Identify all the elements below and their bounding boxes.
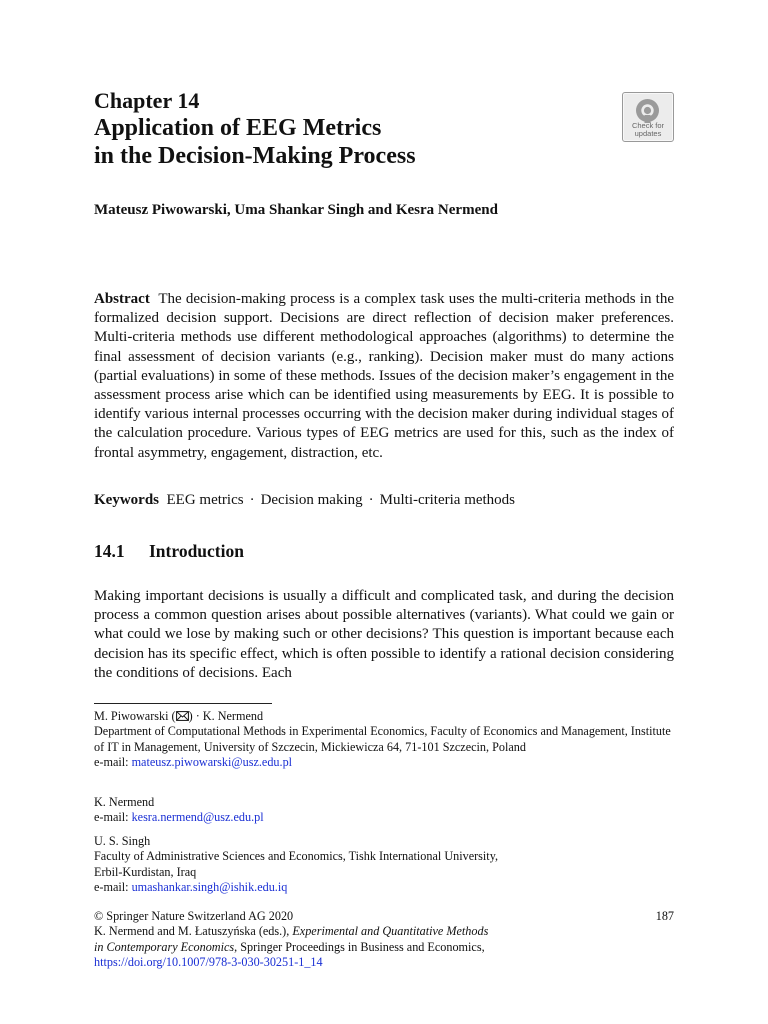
footnote-nermend bbox=[94, 795, 674, 826]
badge-text bbox=[623, 122, 673, 138]
email-label: e-mail: bbox=[94, 880, 132, 895]
abstract-label: Abstract bbox=[94, 291, 150, 307]
doi-line bbox=[94, 955, 674, 970]
footnote-divider bbox=[94, 703, 272, 704]
email-link[interactable]: umashankar.singh@ishik.edu.iq bbox=[131, 880, 288, 895]
email-link[interactable]: mateusz.piwowarski@usz.edu.pl bbox=[131, 755, 293, 770]
author-list: Mateusz Piwowarski, Uma Shankar Singh and Kesra Nermend bbox=[94, 202, 498, 218]
citation-editors: K. Nermend and M. Łatuszyńska (eds.), bbox=[94, 924, 293, 939]
keyword-separator: · bbox=[368, 492, 374, 508]
email-line bbox=[94, 755, 674, 770]
email-line bbox=[94, 880, 674, 895]
body-paragraph: Making important decisions is usually a difficult and complicated task, and during the decision process a common question arises about possible alternatives (variants). What could we gain or what could we lose by making such or other decisions? This question is important because each decision has its specific effect, which is often possible to identify a rational decision considering the conditions of decisions. Each bbox=[94, 588, 674, 681]
email-label: e-mail: bbox=[94, 810, 132, 825]
check-for-updates-badge[interactable] bbox=[622, 92, 674, 142]
abstract bbox=[94, 290, 674, 463]
series-name: , Springer Proceedings in Business and Economics, bbox=[234, 939, 485, 954]
email-label: e-mail: bbox=[94, 755, 132, 770]
keyword-item[interactable]: Decision making bbox=[260, 492, 363, 508]
citation-line-1 bbox=[94, 924, 674, 939]
keyword-item[interactable]: Multi-criteria methods bbox=[379, 492, 516, 508]
keywords bbox=[94, 492, 515, 509]
keyword-separator: · bbox=[249, 492, 255, 508]
affiliation: Department of Computational Methods in Experimental Economics, Faculty of Economics and Management, Institute of IT in Management, University of Szczecin, Mickiewicza 64, 71-101 Szczecin, Poland bbox=[94, 724, 671, 754]
copyright-block bbox=[94, 909, 674, 971]
affiliation-line-2: Erbil-Kurdistan, Iraq bbox=[94, 864, 197, 879]
envelope-icon[interactable] bbox=[176, 711, 189, 721]
footnote-names bbox=[94, 709, 674, 724]
abstract-text: The decision-making process is a complex task uses the multi-criteria methods in the formalized decision support. Decisions are direct reflection of decision maker preferences. Multi-criteria methods use different methodological approaches (algorithms) to determine the final assessment of decision variants (e.g., ranking). Decision maker must do many actions (partial evaluations) in some of these methods. Issues of the decision maker’s engagement in the assessment process arise which can be identified using measurements by EEG. It is possible to identify various internal processes occurring with the decision maker during individual stages of the calculation procedure. Various types of EEG metrics are used for this, such as the index of frontal asymmetry, engagement, distraction, etc. bbox=[94, 291, 675, 461]
keyword-item[interactable]: EEG metrics bbox=[166, 492, 244, 508]
badge-line-2: updates bbox=[634, 129, 662, 138]
page-number: 187 bbox=[655, 909, 674, 923]
section-number: 14.1 bbox=[94, 541, 125, 561]
author-name: K. Nermend bbox=[94, 795, 155, 809]
keywords-label: Keywords bbox=[94, 492, 159, 508]
chapter-title bbox=[94, 114, 416, 170]
paper-page bbox=[94, 0, 674, 1024]
doi-link[interactable]: https://doi.org/10.1007/978-3-030-30251-1_14 bbox=[94, 955, 323, 970]
crossmark-icon bbox=[635, 98, 660, 123]
email-line bbox=[94, 810, 674, 825]
chapter-label: Chapter 14 bbox=[94, 88, 200, 113]
affiliation-line-1: Faculty of Administrative Sciences and Economics, Tishk International University, bbox=[94, 849, 499, 864]
badge-line-1: Check for bbox=[631, 121, 665, 130]
title-line-2: in the Decision-Making Process bbox=[94, 143, 416, 169]
footnote-piwowarski bbox=[94, 709, 674, 771]
citation-line-2 bbox=[94, 940, 674, 955]
book-title-part-1: Experimental and Quantitative Methods bbox=[292, 924, 489, 939]
author-name: U. S. Singh bbox=[94, 834, 151, 848]
names-suffix: ) · K. Nermend bbox=[188, 709, 264, 723]
email-link[interactable]: kesra.nermend@usz.edu.pl bbox=[131, 810, 264, 825]
names-prefix: M. Piwowarski ( bbox=[94, 709, 176, 723]
title-line-1: Application of EEG Metrics bbox=[94, 115, 382, 141]
section-title: Introduction bbox=[149, 541, 244, 561]
copyright-line: © Springer Nature Switzerland AG 2020 bbox=[94, 909, 294, 923]
footnote-singh bbox=[94, 834, 674, 896]
book-title-part-2: in Contemporary Economics bbox=[94, 939, 235, 954]
section-heading bbox=[94, 541, 244, 562]
